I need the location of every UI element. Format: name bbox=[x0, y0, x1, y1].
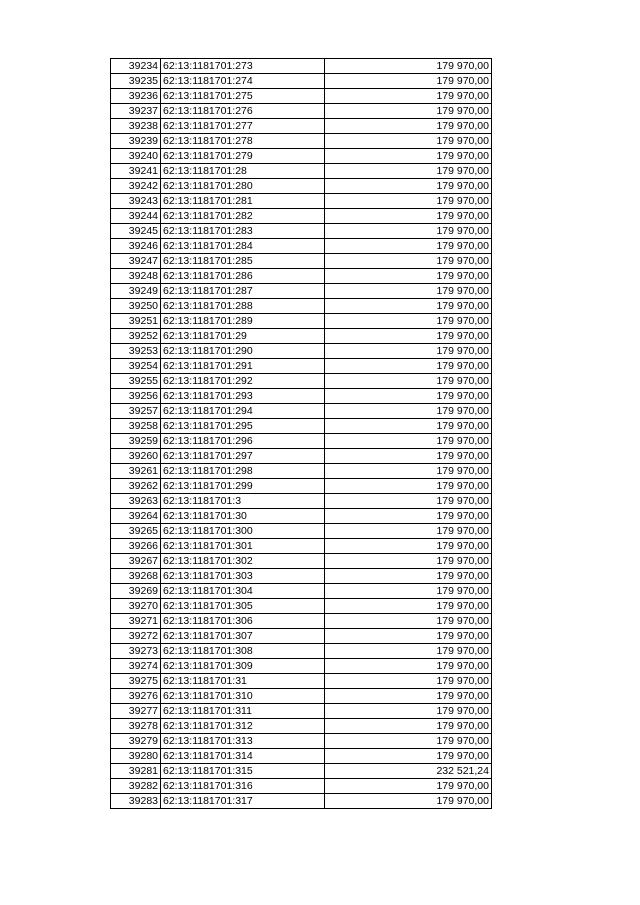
cadastral-number-cell: 62:13:1181701:273 bbox=[161, 59, 325, 74]
cadastral-value-cell: 179 970,00 bbox=[325, 569, 492, 584]
table-row bbox=[111, 524, 492, 539]
cadastral-number-cell: 62:13:1181701:299 bbox=[161, 479, 325, 494]
cadastral-value-cell: 179 970,00 bbox=[325, 794, 492, 809]
table-row bbox=[111, 419, 492, 434]
table-row bbox=[111, 194, 492, 209]
cadastral-number-cell: 62:13:1181701:279 bbox=[161, 149, 325, 164]
cadastral-number-cell: 62:13:1181701:309 bbox=[161, 659, 325, 674]
row-number-cell: 39269 bbox=[111, 584, 161, 599]
row-number-cell: 39254 bbox=[111, 359, 161, 374]
row-number-cell: 39247 bbox=[111, 254, 161, 269]
cadastral-number-cell: 62:13:1181701:289 bbox=[161, 314, 325, 329]
table-row bbox=[111, 74, 492, 89]
cadastral-number-cell: 62:13:1181701:28 bbox=[161, 164, 325, 179]
cadastral-value-cell: 179 970,00 bbox=[325, 374, 492, 389]
row-number-cell: 39261 bbox=[111, 464, 161, 479]
row-number-cell: 39242 bbox=[111, 179, 161, 194]
table-row bbox=[111, 59, 492, 74]
cadastral-number-cell: 62:13:1181701:291 bbox=[161, 359, 325, 374]
cadastral-number-cell: 62:13:1181701:282 bbox=[161, 209, 325, 224]
cadastral-value-cell: 179 970,00 bbox=[325, 74, 492, 89]
row-number-cell: 39238 bbox=[111, 119, 161, 134]
cadastral-value-cell: 179 970,00 bbox=[325, 494, 492, 509]
cadastral-number-cell: 62:13:1181701:297 bbox=[161, 449, 325, 464]
cadastral-value-cell: 179 970,00 bbox=[325, 509, 492, 524]
cadastral-value-cell: 179 970,00 bbox=[325, 149, 492, 164]
row-number-cell: 39249 bbox=[111, 284, 161, 299]
cadastral-value-cell: 179 970,00 bbox=[325, 584, 492, 599]
table-row bbox=[111, 704, 492, 719]
cadastral-value-cell: 179 970,00 bbox=[325, 164, 492, 179]
cadastral-number-cell: 62:13:1181701:3 bbox=[161, 494, 325, 509]
row-number-cell: 39280 bbox=[111, 749, 161, 764]
row-number-cell: 39283 bbox=[111, 794, 161, 809]
table-row bbox=[111, 299, 492, 314]
row-number-cell: 39270 bbox=[111, 599, 161, 614]
cadastral-number-cell: 62:13:1181701:304 bbox=[161, 584, 325, 599]
cadastral-number-cell: 62:13:1181701:278 bbox=[161, 134, 325, 149]
table-row bbox=[111, 314, 492, 329]
cadastral-number-cell: 62:13:1181701:313 bbox=[161, 734, 325, 749]
table-row bbox=[111, 749, 492, 764]
row-number-cell: 39252 bbox=[111, 329, 161, 344]
cadastral-value-table bbox=[110, 58, 492, 809]
cadastral-number-cell: 62:13:1181701:29 bbox=[161, 329, 325, 344]
cadastral-number-cell: 62:13:1181701:284 bbox=[161, 239, 325, 254]
table-row bbox=[111, 644, 492, 659]
table-row bbox=[111, 554, 492, 569]
cadastral-value-cell: 179 970,00 bbox=[325, 389, 492, 404]
cadastral-value-cell: 179 970,00 bbox=[325, 659, 492, 674]
cadastral-number-cell: 62:13:1181701:296 bbox=[161, 434, 325, 449]
table-row bbox=[111, 89, 492, 104]
cadastral-number-cell: 62:13:1181701:315 bbox=[161, 764, 325, 779]
table-row bbox=[111, 209, 492, 224]
row-number-cell: 39250 bbox=[111, 299, 161, 314]
cadastral-value-cell: 179 970,00 bbox=[325, 134, 492, 149]
cadastral-value-cell: 179 970,00 bbox=[325, 614, 492, 629]
row-number-cell: 39258 bbox=[111, 419, 161, 434]
row-number-cell: 39244 bbox=[111, 209, 161, 224]
cadastral-number-cell: 62:13:1181701:286 bbox=[161, 269, 325, 284]
row-number-cell: 39241 bbox=[111, 164, 161, 179]
cadastral-value-cell: 179 970,00 bbox=[325, 674, 492, 689]
cadastral-number-cell: 62:13:1181701:294 bbox=[161, 404, 325, 419]
table-row bbox=[111, 104, 492, 119]
table-row bbox=[111, 494, 492, 509]
cadastral-value-cell: 179 970,00 bbox=[325, 449, 492, 464]
table-row bbox=[111, 224, 492, 239]
row-number-cell: 39271 bbox=[111, 614, 161, 629]
table-row bbox=[111, 389, 492, 404]
row-number-cell: 39272 bbox=[111, 629, 161, 644]
table-row bbox=[111, 254, 492, 269]
cadastral-number-cell: 62:13:1181701:287 bbox=[161, 284, 325, 299]
table-row bbox=[111, 479, 492, 494]
cadastral-value-cell: 179 970,00 bbox=[325, 779, 492, 794]
cadastral-number-cell: 62:13:1181701:280 bbox=[161, 179, 325, 194]
table-row bbox=[111, 464, 492, 479]
table-row bbox=[111, 629, 492, 644]
table-row bbox=[111, 674, 492, 689]
cadastral-value-cell: 179 970,00 bbox=[325, 419, 492, 434]
cadastral-number-cell: 62:13:1181701:288 bbox=[161, 299, 325, 314]
table-body bbox=[111, 59, 492, 809]
row-number-cell: 39264 bbox=[111, 509, 161, 524]
table-row bbox=[111, 614, 492, 629]
cadastral-number-cell: 62:13:1181701:285 bbox=[161, 254, 325, 269]
cadastral-value-cell: 179 970,00 bbox=[325, 434, 492, 449]
table-row bbox=[111, 164, 492, 179]
row-number-cell: 39256 bbox=[111, 389, 161, 404]
row-number-cell: 39243 bbox=[111, 194, 161, 209]
cadastral-number-cell: 62:13:1181701:274 bbox=[161, 74, 325, 89]
cadastral-value-cell: 179 970,00 bbox=[325, 194, 492, 209]
table-row bbox=[111, 374, 492, 389]
cadastral-value-cell: 179 970,00 bbox=[325, 599, 492, 614]
cadastral-number-cell: 62:13:1181701:295 bbox=[161, 419, 325, 434]
row-number-cell: 39266 bbox=[111, 539, 161, 554]
cadastral-value-cell: 179 970,00 bbox=[325, 224, 492, 239]
cadastral-value-cell: 179 970,00 bbox=[325, 284, 492, 299]
cadastral-value-cell: 179 970,00 bbox=[325, 479, 492, 494]
table-row bbox=[111, 764, 492, 779]
cadastral-value-cell: 179 970,00 bbox=[325, 404, 492, 419]
cadastral-number-cell: 62:13:1181701:303 bbox=[161, 569, 325, 584]
cadastral-value-cell: 179 970,00 bbox=[325, 344, 492, 359]
row-number-cell: 39282 bbox=[111, 779, 161, 794]
cadastral-number-cell: 62:13:1181701:298 bbox=[161, 464, 325, 479]
row-number-cell: 39263 bbox=[111, 494, 161, 509]
table-row bbox=[111, 599, 492, 614]
cadastral-value-cell: 179 970,00 bbox=[325, 719, 492, 734]
cadastral-number-cell: 62:13:1181701:301 bbox=[161, 539, 325, 554]
row-number-cell: 39234 bbox=[111, 59, 161, 74]
table-row bbox=[111, 719, 492, 734]
row-number-cell: 39239 bbox=[111, 134, 161, 149]
row-number-cell: 39265 bbox=[111, 524, 161, 539]
table-row bbox=[111, 404, 492, 419]
row-number-cell: 39259 bbox=[111, 434, 161, 449]
cadastral-value-cell: 179 970,00 bbox=[325, 89, 492, 104]
cadastral-value-cell: 179 970,00 bbox=[325, 359, 492, 374]
table-row bbox=[111, 449, 492, 464]
row-number-cell: 39268 bbox=[111, 569, 161, 584]
cadastral-value-cell: 179 970,00 bbox=[325, 299, 492, 314]
table-row bbox=[111, 539, 492, 554]
table-row bbox=[111, 119, 492, 134]
table-row bbox=[111, 359, 492, 374]
cadastral-value-cell: 179 970,00 bbox=[325, 539, 492, 554]
row-number-cell: 39246 bbox=[111, 239, 161, 254]
cadastral-value-cell: 179 970,00 bbox=[325, 314, 492, 329]
cadastral-value-cell: 179 970,00 bbox=[325, 179, 492, 194]
row-number-cell: 39281 bbox=[111, 764, 161, 779]
row-number-cell: 39253 bbox=[111, 344, 161, 359]
cadastral-value-cell: 179 970,00 bbox=[325, 59, 492, 74]
row-number-cell: 39277 bbox=[111, 704, 161, 719]
cadastral-value-cell: 179 970,00 bbox=[325, 119, 492, 134]
cadastral-number-cell: 62:13:1181701:305 bbox=[161, 599, 325, 614]
cadastral-number-cell: 62:13:1181701:307 bbox=[161, 629, 325, 644]
table-row bbox=[111, 794, 492, 809]
cadastral-number-cell: 62:13:1181701:316 bbox=[161, 779, 325, 794]
cadastral-value-cell: 179 970,00 bbox=[325, 554, 492, 569]
row-number-cell: 39255 bbox=[111, 374, 161, 389]
row-number-cell: 39275 bbox=[111, 674, 161, 689]
table-row bbox=[111, 584, 492, 599]
cadastral-number-cell: 62:13:1181701:30 bbox=[161, 509, 325, 524]
cadastral-value-cell: 179 970,00 bbox=[325, 239, 492, 254]
cadastral-value-cell: 179 970,00 bbox=[325, 704, 492, 719]
table-row bbox=[111, 134, 492, 149]
row-number-cell: 39248 bbox=[111, 269, 161, 284]
cadastral-value-cell: 179 970,00 bbox=[325, 104, 492, 119]
cadastral-number-cell: 62:13:1181701:277 bbox=[161, 119, 325, 134]
cadastral-number-cell: 62:13:1181701:310 bbox=[161, 689, 325, 704]
row-number-cell: 39240 bbox=[111, 149, 161, 164]
row-number-cell: 39260 bbox=[111, 449, 161, 464]
row-number-cell: 39236 bbox=[111, 89, 161, 104]
table-row bbox=[111, 509, 492, 524]
row-number-cell: 39273 bbox=[111, 644, 161, 659]
cadastral-value-cell: 179 970,00 bbox=[325, 329, 492, 344]
table-row bbox=[111, 344, 492, 359]
cadastral-value-cell: 179 970,00 bbox=[325, 269, 492, 284]
row-number-cell: 39235 bbox=[111, 74, 161, 89]
cadastral-value-cell: 179 970,00 bbox=[325, 464, 492, 479]
table-row bbox=[111, 284, 492, 299]
table-row bbox=[111, 434, 492, 449]
cadastral-value-cell: 179 970,00 bbox=[325, 254, 492, 269]
cadastral-number-cell: 62:13:1181701:290 bbox=[161, 344, 325, 359]
cadastral-number-cell: 62:13:1181701:302 bbox=[161, 554, 325, 569]
row-number-cell: 39276 bbox=[111, 689, 161, 704]
cadastral-number-cell: 62:13:1181701:306 bbox=[161, 614, 325, 629]
table-row bbox=[111, 239, 492, 254]
cadastral-value-cell: 179 970,00 bbox=[325, 209, 492, 224]
row-number-cell: 39251 bbox=[111, 314, 161, 329]
cadastral-number-cell: 62:13:1181701:31 bbox=[161, 674, 325, 689]
cadastral-number-cell: 62:13:1181701:292 bbox=[161, 374, 325, 389]
cadastral-number-cell: 62:13:1181701:275 bbox=[161, 89, 325, 104]
cadastral-number-cell: 62:13:1181701:312 bbox=[161, 719, 325, 734]
table-row bbox=[111, 149, 492, 164]
cadastral-number-cell: 62:13:1181701:283 bbox=[161, 224, 325, 239]
cadastral-value-cell: 179 970,00 bbox=[325, 749, 492, 764]
table-row bbox=[111, 779, 492, 794]
cadastral-value-cell: 179 970,00 bbox=[325, 644, 492, 659]
cadastral-number-cell: 62:13:1181701:308 bbox=[161, 644, 325, 659]
row-number-cell: 39279 bbox=[111, 734, 161, 749]
cadastral-number-cell: 62:13:1181701:300 bbox=[161, 524, 325, 539]
cadastral-number-cell: 62:13:1181701:276 bbox=[161, 104, 325, 119]
cadastral-number-cell: 62:13:1181701:293 bbox=[161, 389, 325, 404]
table-row bbox=[111, 179, 492, 194]
cadastral-number-cell: 62:13:1181701:311 bbox=[161, 704, 325, 719]
cadastral-value-cell: 179 970,00 bbox=[325, 524, 492, 539]
row-number-cell: 39278 bbox=[111, 719, 161, 734]
table-row bbox=[111, 659, 492, 674]
row-number-cell: 39257 bbox=[111, 404, 161, 419]
row-number-cell: 39274 bbox=[111, 659, 161, 674]
cadastral-value-cell: 179 970,00 bbox=[325, 629, 492, 644]
table-row bbox=[111, 329, 492, 344]
row-number-cell: 39262 bbox=[111, 479, 161, 494]
table-row bbox=[111, 689, 492, 704]
cadastral-number-cell: 62:13:1181701:317 bbox=[161, 794, 325, 809]
cadastral-value-cell: 179 970,00 bbox=[325, 734, 492, 749]
row-number-cell: 39245 bbox=[111, 224, 161, 239]
table-row bbox=[111, 269, 492, 284]
row-number-cell: 39237 bbox=[111, 104, 161, 119]
table-row bbox=[111, 569, 492, 584]
cadastral-number-cell: 62:13:1181701:281 bbox=[161, 194, 325, 209]
cadastral-value-cell: 179 970,00 bbox=[325, 689, 492, 704]
table-row bbox=[111, 734, 492, 749]
cadastral-value-cell: 232 521,24 bbox=[325, 764, 492, 779]
cadastral-number-cell: 62:13:1181701:314 bbox=[161, 749, 325, 764]
row-number-cell: 39267 bbox=[111, 554, 161, 569]
